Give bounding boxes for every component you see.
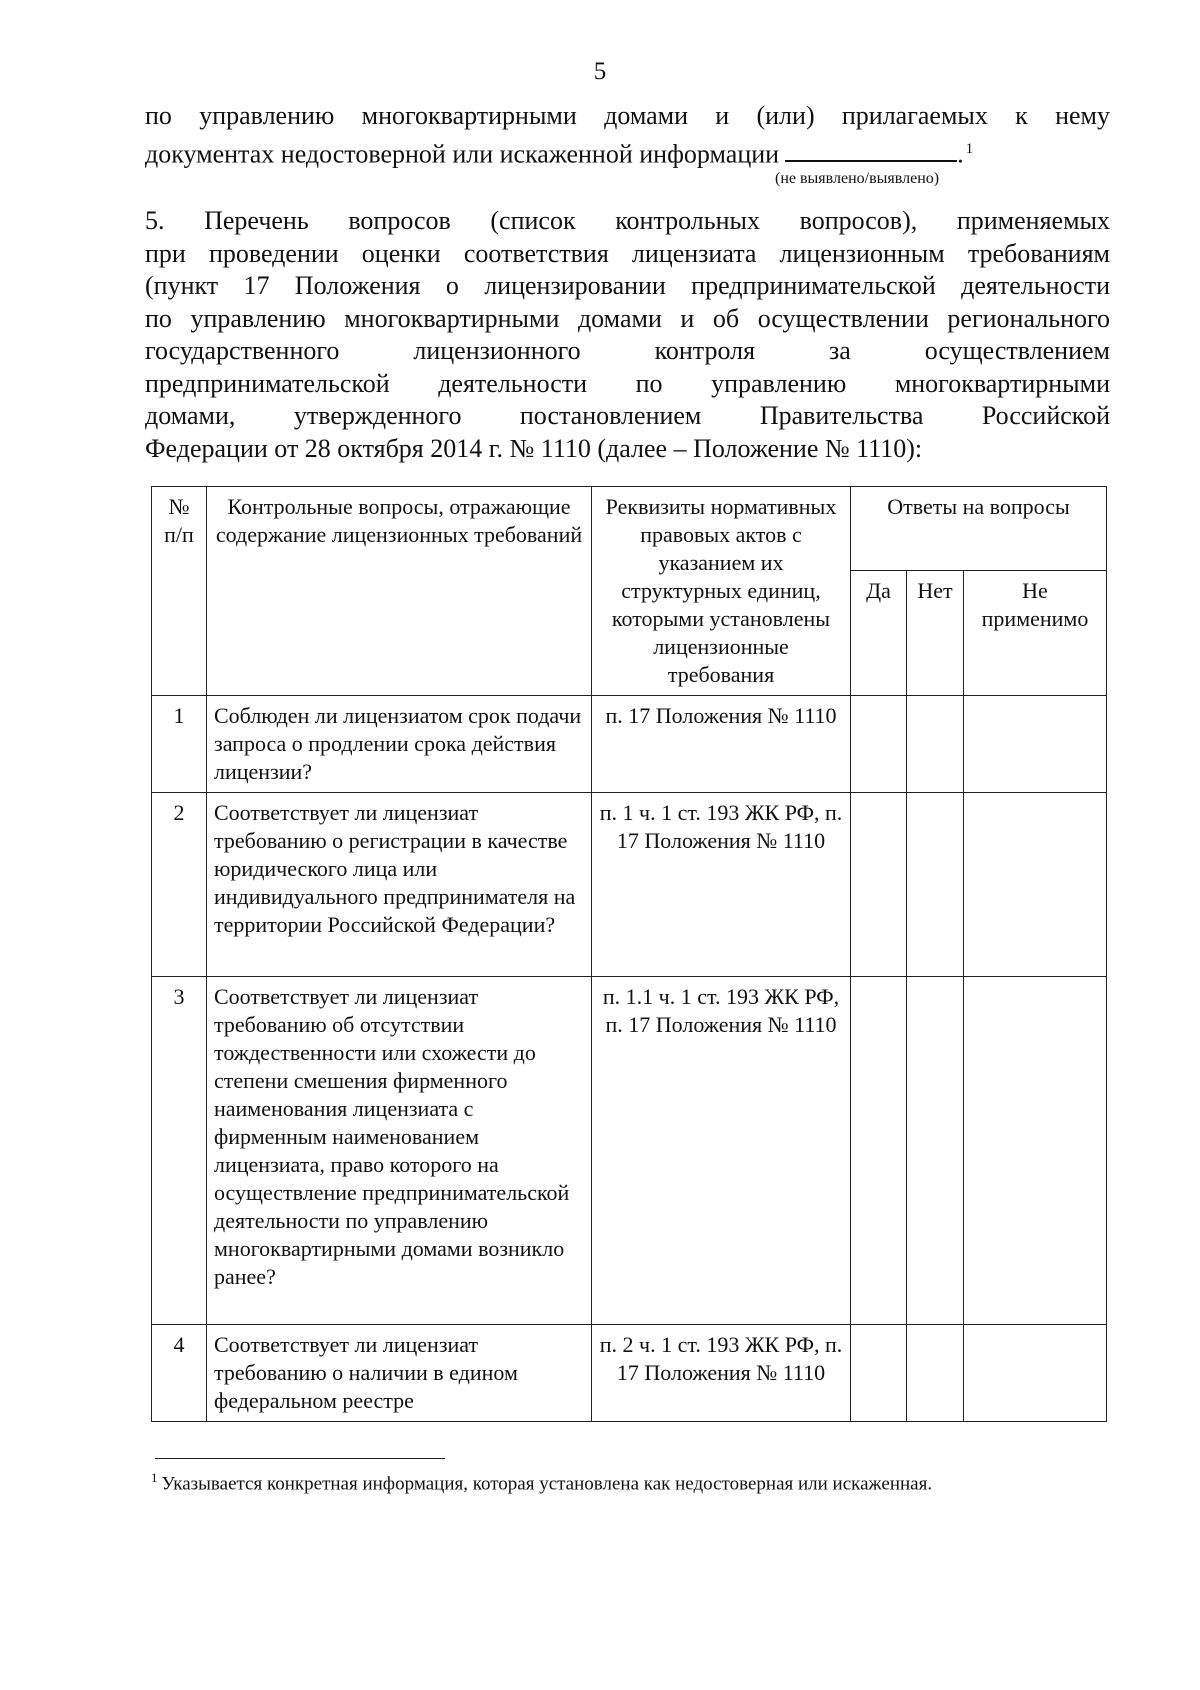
section-5-line: Федерации от 28 октября 2014 г. № 1110 (далее – Положение № 1110): (145, 433, 923, 463)
footnote-mark: 1 (151, 1470, 158, 1485)
table-row (152, 793, 1107, 977)
section-5-line: государственного лицензионного контроля за осуществлением (145, 336, 1110, 365)
section-5-line: (пункт 17 Положения о лицензировании предпринимательской деятельности (145, 271, 1110, 300)
row-requisites: п. 17 Положения № 1110 (592, 696, 851, 793)
answer-no-cell[interactable] (907, 696, 964, 793)
header-answers: Ответы на вопросы (851, 487, 1107, 571)
row-number: 2 (152, 793, 207, 977)
header-number-line-1: № (168, 494, 190, 519)
row-number: 3 (152, 977, 207, 1325)
answer-no-cell[interactable] (907, 1325, 964, 1422)
intro-line-2-text: документах недостоверной или искаженной информации (145, 139, 780, 169)
intro-line-2-end: . (957, 139, 964, 169)
table-header-row (152, 487, 1107, 571)
header-not-applicable (964, 571, 1107, 696)
footnote-text: Указывается конкретная информация, которая установлена как недостоверная или искаженная. (161, 1473, 933, 1495)
answer-na-cell[interactable] (964, 977, 1107, 1325)
answer-no-cell[interactable] (907, 793, 964, 977)
row-requisites: п. 1.1 ч. 1 ст. 193 ЖК РФ, п. 17 Положения № 1110 (592, 977, 851, 1325)
row-question: Соответствует ли лицензиат требованию об отсутствии тождественности или схожести до степени смешения фирменного наименования лицензиата с фирменным наименованием лицензиата, право которого на осуществление предпринимательской деятельности по управлению многоквартирными домами возникло ранее? (207, 977, 592, 1325)
section-5-line: по управлению многоквартирными домами и об осуществлении регионального (145, 303, 1110, 333)
header-number-line-2: п/п (164, 522, 194, 547)
intro-line-2 (145, 133, 1110, 171)
checklist-table (151, 486, 1107, 1422)
answer-no-cell[interactable] (907, 977, 964, 1325)
footnote (151, 1470, 932, 1495)
table-row (152, 977, 1107, 1325)
header-no: Нет (907, 571, 964, 696)
intro-line-1: по управлению многоквартирными домами и (или) прилагаемых к нему (145, 101, 1110, 130)
table-row (152, 1325, 1107, 1422)
blank-field (785, 136, 957, 162)
table-row (152, 696, 1107, 793)
field-hint: (не выявлено/выявлено) (775, 170, 940, 187)
row-number: 1 (152, 696, 207, 793)
answer-yes-cell[interactable] (851, 1325, 907, 1422)
answer-na-cell[interactable] (964, 696, 1107, 793)
row-question: Соответствует ли лицензиат требованию о регистрации в качестве юридического лица или индивидуального предпринимателя на территории Российской Федерации? (207, 793, 592, 977)
header-question: Контрольные вопросы, отражающие содержание лицензионных требований (207, 487, 592, 696)
row-question: Соблюден ли лицензиатом срок подачи запроса о продлении срока действия лицензии? (207, 696, 592, 793)
section-5-line: предпринимательской деятельности по управлению многоквартирными (145, 368, 1110, 398)
header-requisites: Реквизиты нормативных правовых актов с указанием их структурных единиц, которыми установлены лицензионные требования (592, 487, 851, 696)
intro-paragraph (145, 100, 1110, 171)
footnote-reference: 1 (965, 140, 974, 157)
answer-yes-cell[interactable] (851, 977, 907, 1325)
row-requisites: п. 2 ч. 1 ст. 193 ЖК РФ, п. 17 Положения № 1110 (592, 1325, 851, 1422)
answer-na-cell[interactable] (964, 793, 1107, 977)
section-5-line: 5. Перечень вопросов (список контрольных вопросов), применяемых (145, 206, 1110, 235)
row-number: 4 (152, 1325, 207, 1422)
section-5-line: при проведении оценки соответствия лицензиата лицензионным требованиям (145, 238, 1110, 268)
row-requisites: п. 1 ч. 1 ст. 193 ЖК РФ, п. 17 Положения № 1110 (592, 793, 851, 977)
header-na-line-2: применимо (981, 606, 1089, 632)
row-question: Соответствует ли лицензиат требованию о наличии в едином федеральном реестре (207, 1325, 592, 1422)
answer-yes-cell[interactable] (851, 793, 907, 977)
footnote-divider (155, 1458, 445, 1459)
answer-yes-cell[interactable] (851, 696, 907, 793)
section-5-paragraph (145, 205, 1110, 465)
header-number (152, 487, 207, 696)
section-5-line: домами, утвержденного постановлением Правительства Российской (145, 401, 1110, 430)
page-number: 5 (593, 58, 607, 85)
header-na-line-1: Не (1022, 578, 1048, 604)
answer-na-cell[interactable] (964, 1325, 1107, 1422)
header-yes: Да (851, 571, 907, 696)
